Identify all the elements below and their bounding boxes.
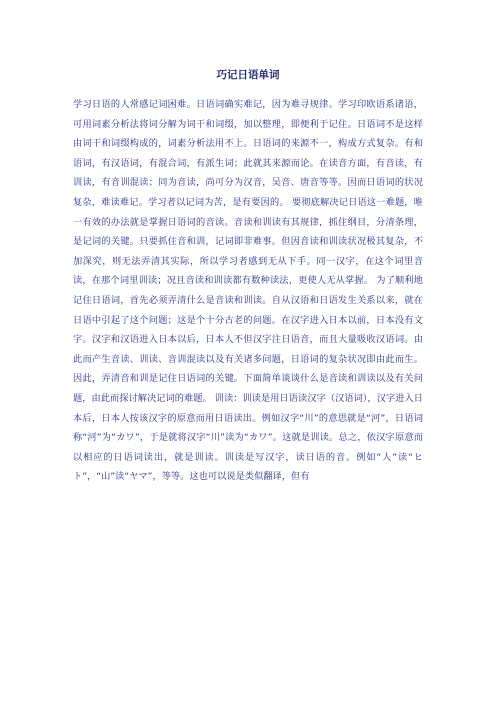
document-body-text: 学习日语的人常感记词困难。日语词确实难记，因为难寻规律。学习印欧语系诸语，可用词素分析法将词分解为词干和词缀，加以整理，即便利于记住。日语词不是这样由词干和词缀构成的，词素分析法用不上。日语词的来源不一，构成方式复杂。有和语词，有汉语词，有混合词，有派生词；此就其来源而论。在读音方面，有音读，有训读，有音训混读；同为音读，尚可分为汉音，吴音、唐音等等。因而日语词的状况复杂，难读难记。学习者以记词为苦，是有要因的。 要彻底解决记日语这一难题，唯一有效的办法就是掌握日语词的音读。音读和训读有其规律，抓住纲目，分清条理，是记词的关键。只要抓住音和训，记词即非难事。但因音读和训读状况极其复杂，不加深究，则无法弄清其实际，所以学习者感到无从下手。同一汉字，在这个词里音读，在那个词里训读；况且音读和训读都有数种读法，更使人无从掌握。 为了顺利地记住日语词，首先必须弄清什么是音读和训读。自从汉语和日语发生关系以来，就在日语中引起了这个问题；这是个十分古老的问题。在汉字进入日本以前，日本没有文字。汉字和汉语进入日本以后，日本人不但汉字注日语音，而且大量吸收汉语词。由此而产生音读、训读、音训混读以及有关诸多问题，日语词的复杂状况即由此而生。因此，弄清音和训是记住日语词的关键。下面简单谈谈什么是音读和训读以及有关问题，由此而探讨解决记词的难题。 训读：训读是用日语读汉字（汉语词），汉字进入日本后，日本人按该汉字的原意而用日语读出。例如汉字“川”的意思就是“河”，日语词称“河”为“カワ”，于是就将汉字“川”读为“カワ”。这就是训读。总之，依汉字原意而以相应的日语词读出，就是训读。训读是写汉字，读日语的音。例如“人”读“ヒト”，“山”读“ヤマ”，等等。这也可以说是类似翻译，但有 xyxy=(73,99,423,483)
document-title: 巧记日语单词 xyxy=(216,69,280,81)
